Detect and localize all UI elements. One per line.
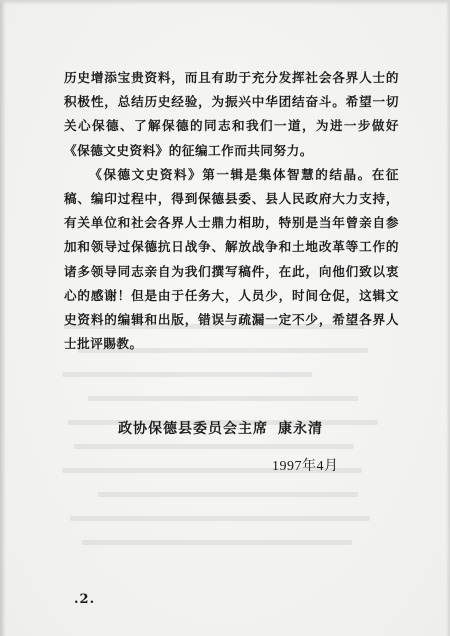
text-line: 关单位和社会各界人士鼎力相助，特别是当年曾亲自参加和 (64, 215, 400, 255)
text-line: 极性，总结历史经验，为振兴中华团结奋斗。希望一切关心 (64, 94, 400, 134)
scan-shadow-top (0, 0, 450, 5)
text-line: 教。 (116, 336, 143, 352)
text-line: 谢！但是由于任务大，人员少，时间仓促，这辑文史资料的 (64, 287, 400, 328)
paragraph-2 (64, 163, 399, 357)
signatory-name: 康永清 (278, 421, 323, 437)
text-line: 保德、了解保德的同志和我们一道，为进一步做好《保德文 (64, 118, 400, 158)
page-number: .2. (74, 592, 96, 607)
document-date: 1997年4月 (272, 459, 339, 474)
scan-shadow-right (446, 0, 450, 636)
text-line: 领导过保德抗日战争、解放战争和土地改革等工作的诸多领 (64, 239, 400, 279)
text-line: 《保德文史资料》第一辑是集体智慧的结晶。在征 (89, 166, 399, 182)
text-line: 导同志亲自为我们撰写稿件，在此，向他们致以衷心的感 (64, 263, 400, 303)
text-line: 稿、编印过程中，得到保德县委、县人民政府大力支持，有 (64, 191, 399, 231)
body-text (64, 66, 399, 356)
paragraph-1 (64, 66, 399, 163)
signature-block (118, 418, 323, 438)
text-line: 历史增添宝贵资料，而且有助于充分发挥社会各界人士的积 (64, 70, 399, 110)
text-line: 编辑和出版，错误与疏漏一定不少，希望各界人士批评賜 (64, 312, 400, 352)
scan-shadow-left (0, 0, 6, 636)
text-line: 史资料》的征编工作而共同努力。 (116, 142, 313, 158)
signatory-title: 政协保德县委员会主席 (118, 421, 268, 437)
